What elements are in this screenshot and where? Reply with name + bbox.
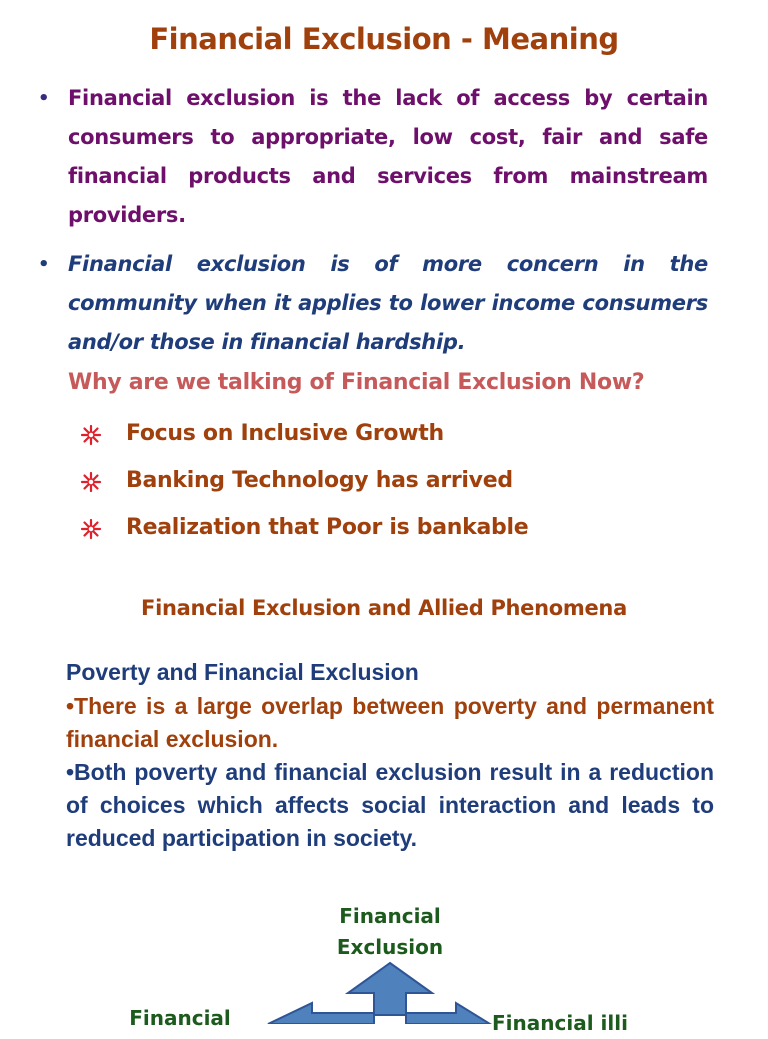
bullet-dot-icon: • [38,254,50,275]
section-title: Financial Exclusion and Allied Phenomena [141,596,627,620]
up-arrow-shape [348,963,432,1015]
right-arrow-shape [406,1003,490,1024]
slide-title: Financial Exclusion - Meaning [149,22,619,56]
reason-item: Focus on Inclusive Growth [126,421,444,446]
diagram-top-label: Financial Exclusion [336,904,444,959]
left-arrow-shape [268,1003,374,1024]
three-way-arrow-diagram [0,955,768,1024]
choices-paragraph: •Both poverty and financial exclusion result in a reduction of choices which affects social interaction and leads to reduced participation in society. [66,759,714,851]
subheading: Poverty and Financial Exclusion [66,659,419,685]
bullet-dot-icon: • [38,88,50,109]
question-heading: Why are we talking of Financial Exclusion Now? [68,370,645,395]
definition-text: Financial exclusion is the lack of access by certain consumers to appropriate, low cost, fair and safe financial products and services from mainstream providers. [68,86,708,227]
starburst-icon [80,471,102,493]
diagram-left-label: Financial [129,1006,231,1030]
concern-bullet [38,245,708,362]
overlap-paragraph: •There is a large overlap between poverty and permanent financial exclusion. [66,693,714,752]
diagram-right-label: Financial illi [492,1011,628,1035]
definition-bullet [38,79,708,235]
concern-text: Financial exclusion is of more concern in the community when it applies to lower income consumers and/or those in financial hardship. [68,252,708,354]
reason-item: Realization that Poor is bankable [126,515,529,540]
starburst-icon [80,424,102,446]
reason-item: Banking Technology has arrived [126,468,513,493]
starburst-icon [80,518,102,540]
